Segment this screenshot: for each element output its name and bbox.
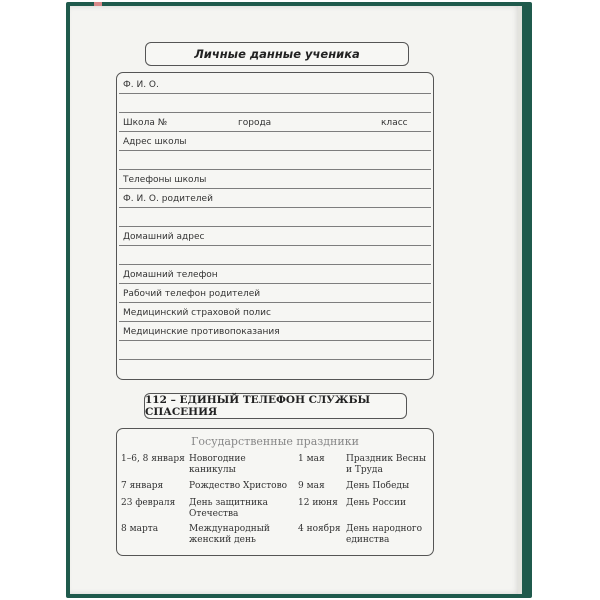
holiday-date: 1 мая (298, 454, 325, 464)
school-phones-label: Телефоны школы (123, 175, 207, 185)
form-line (119, 93, 431, 94)
holiday-name: Праздник Весны и Труда (346, 454, 427, 475)
emergency-phone-box (144, 393, 407, 419)
personal-data-form (116, 72, 434, 380)
form-line (119, 245, 431, 246)
holiday-name: День народного единства (346, 524, 423, 545)
form-line (119, 264, 431, 265)
holidays-box (116, 428, 434, 556)
parents-fio-label: Ф. И. О. родителей (123, 194, 213, 204)
school-address-label: Адрес школы (123, 137, 187, 147)
holiday-date: 7 января (121, 481, 164, 491)
holiday-name: Международный женский день (189, 524, 270, 545)
holiday-date: 9 мая (298, 481, 325, 491)
holiday-date: 1–6, 8 января (121, 454, 185, 464)
holiday-name: День защитника Отечества (189, 498, 269, 519)
home-address-label: Домашний адрес (123, 232, 205, 242)
form-line (119, 169, 431, 170)
holiday-name: Рождество Христово (189, 481, 288, 491)
form-line (119, 340, 431, 341)
page-edge (518, 6, 522, 594)
holiday-name: Новогодние каникулы (189, 454, 246, 475)
holiday-date: 4 ноября (298, 524, 341, 534)
form-line (119, 359, 431, 360)
holiday-name: День России (346, 498, 406, 508)
form-line (119, 150, 431, 151)
school-number-label: Школа № (123, 118, 168, 128)
form-line (119, 188, 431, 189)
home-phone-label: Домашний телефон (123, 270, 218, 280)
medical-contraindications-label: Медицинские противопоказания (123, 327, 280, 337)
holiday-date: 8 марта (121, 524, 159, 534)
page-title: Личные данные ученика (194, 47, 360, 61)
form-line (119, 226, 431, 227)
holidays-title: Государственные праздники (191, 435, 359, 448)
parents-work-phone-label: Рабочий телефон родителей (123, 289, 261, 299)
fio-label: Ф. И. О. (123, 80, 159, 90)
form-line (119, 283, 431, 284)
insurance-policy-label: Медицинский страховой полис (123, 308, 271, 318)
holiday-date: 12 июня (298, 498, 338, 508)
city-label: города (238, 118, 272, 128)
holiday-name: День Победы (346, 481, 410, 491)
holiday-date: 23 февраля (121, 498, 176, 508)
emergency-phone-text: 112 – ЕДИНЫЙ ТЕЛЕФОН СЛУЖБЫ СПАСЕНИЯ (145, 394, 371, 418)
form-line (119, 131, 431, 132)
form-line (119, 302, 431, 303)
page-title-box (145, 42, 409, 66)
grade-label: класс (381, 118, 408, 128)
form-line (119, 112, 431, 113)
form-line (119, 321, 431, 322)
form-line (119, 207, 431, 208)
